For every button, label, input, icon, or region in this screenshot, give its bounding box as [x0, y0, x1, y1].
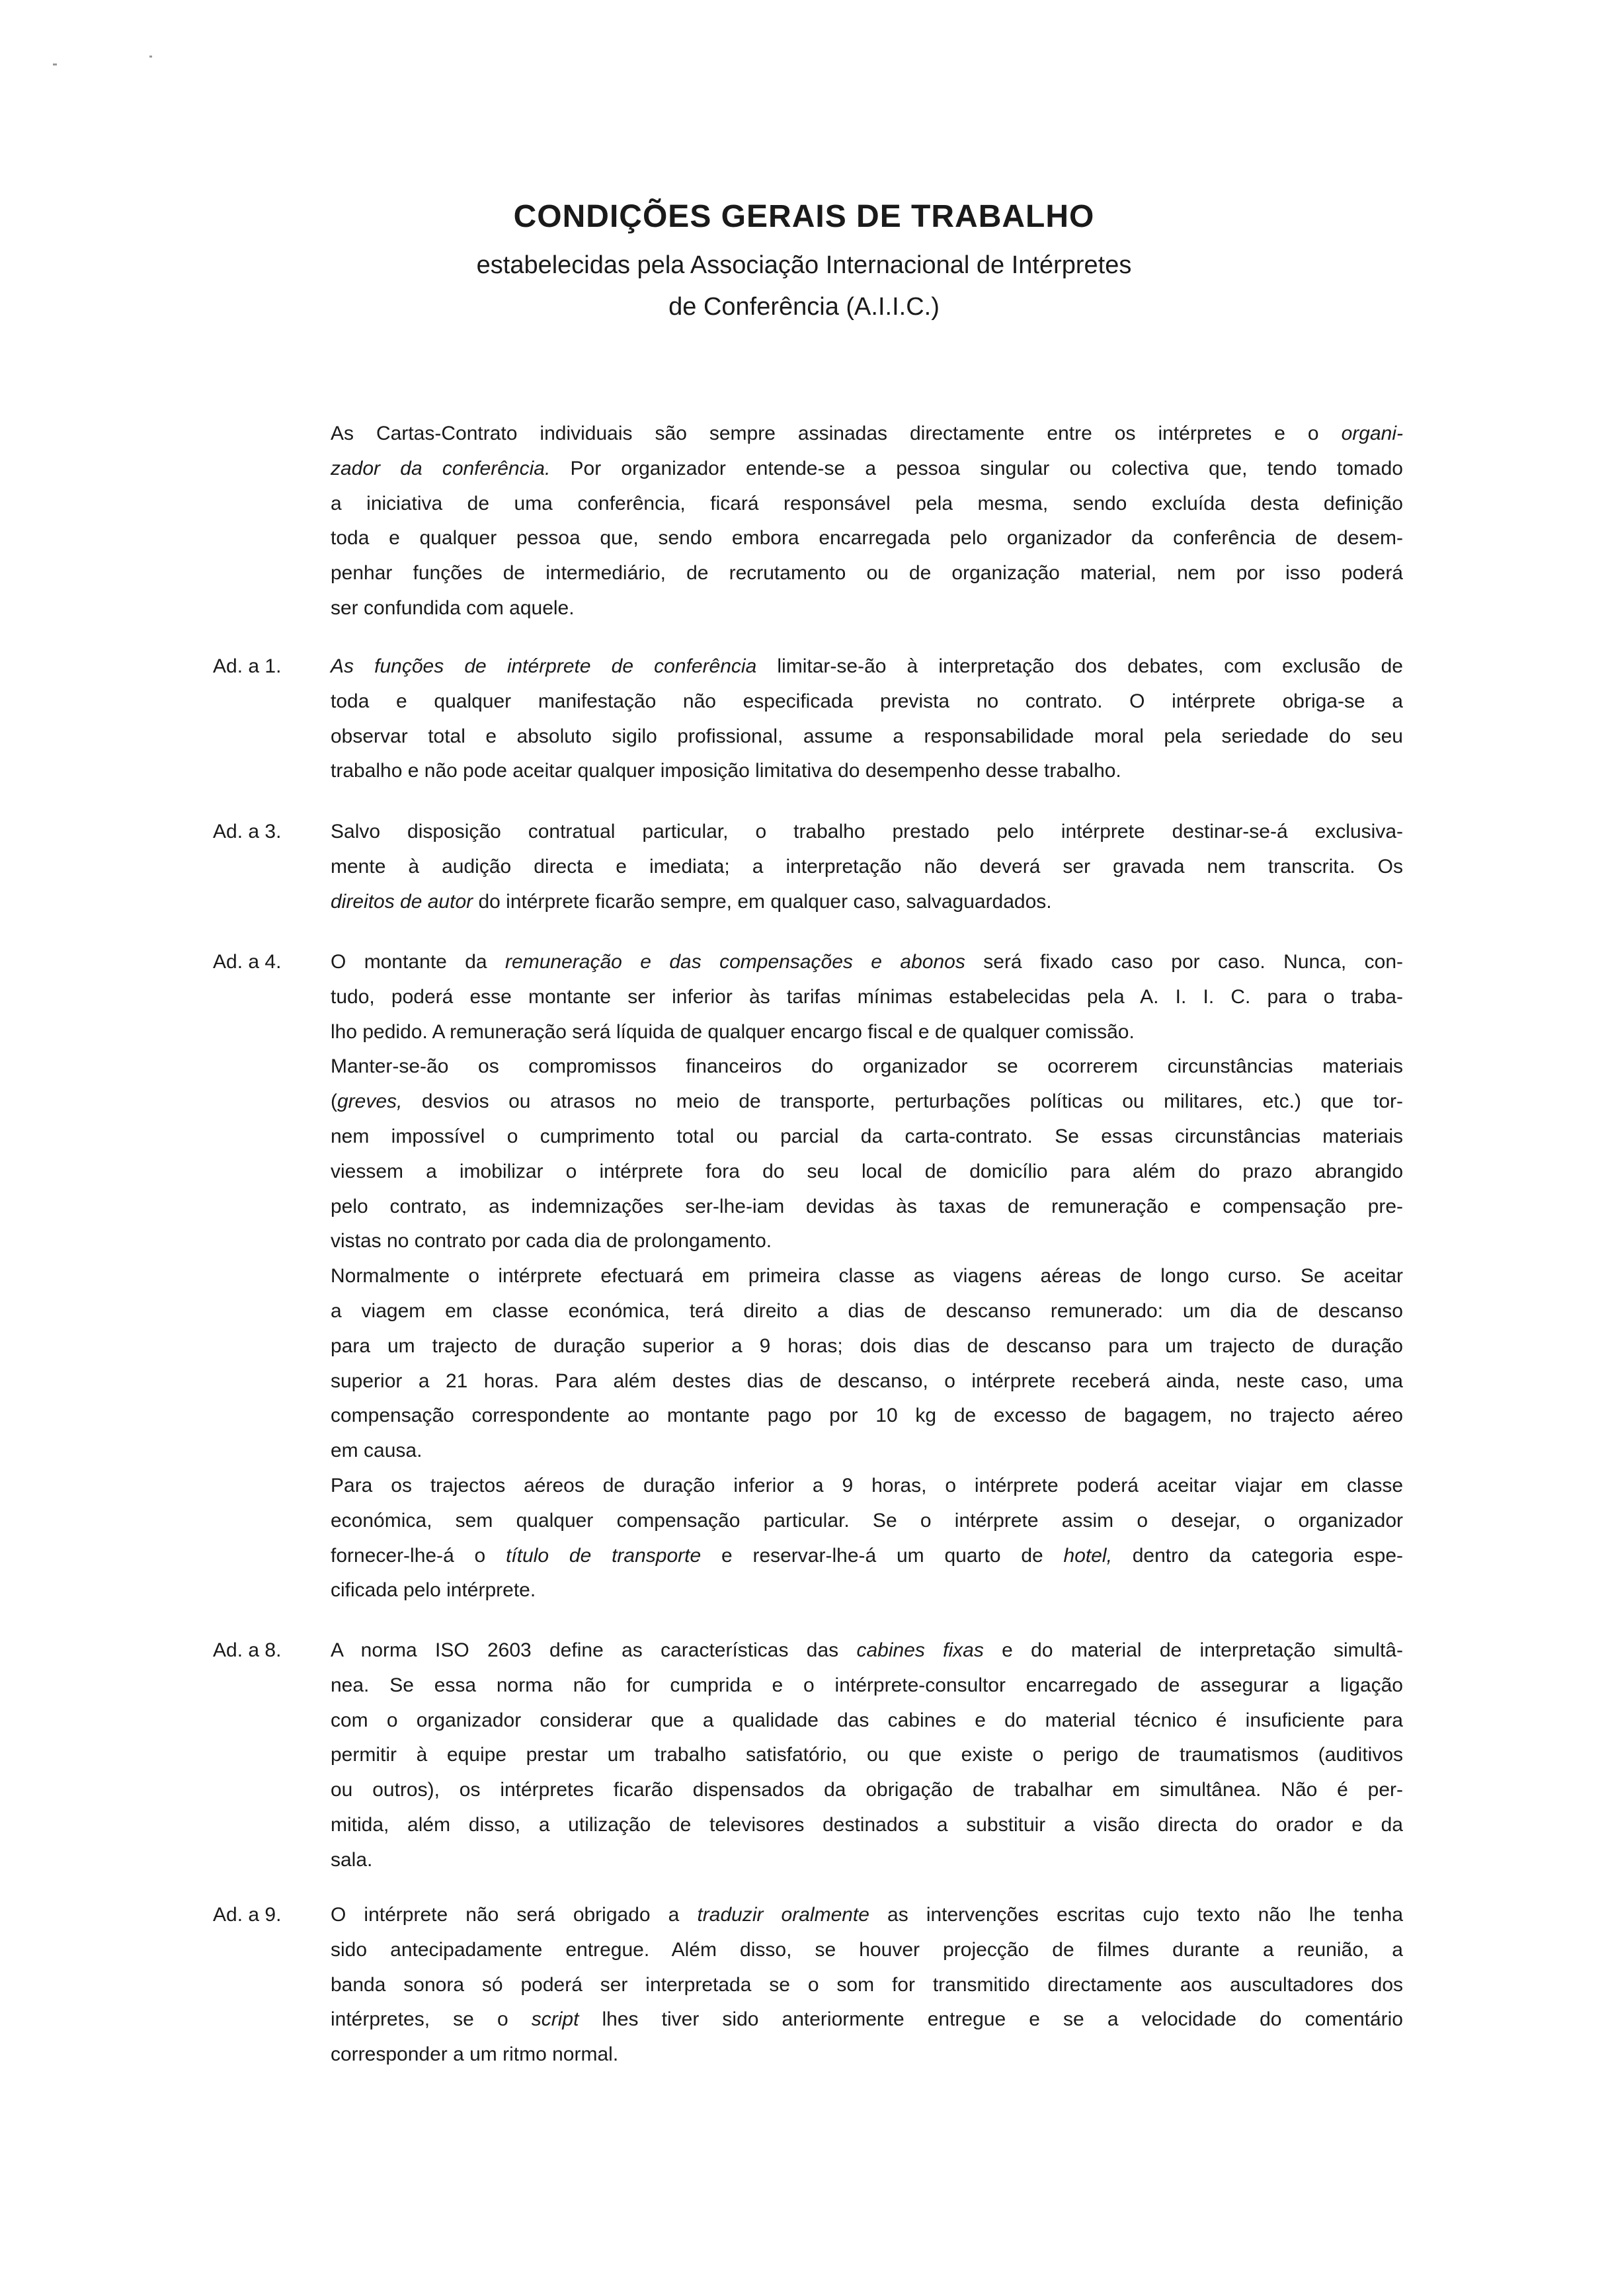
italic-term: título de transporte [506, 1544, 702, 1567]
text-line [331, 945, 1403, 980]
text-line [331, 1364, 1403, 1399]
text-run: pelo contrato, as indemnizações ser-lhe-iam devidas às taxas de remuneração e compensação pre- [331, 1195, 1403, 1217]
text-run: nem impossível o cumprimento total ou parcial da carta-contrato. Se essas circunstâncias materiais [331, 1125, 1403, 1147]
text-run: a viagem em classe económica, terá direito a dias de descanso remunerado: um dia de descanso [331, 1299, 1403, 1322]
text-line [331, 1703, 1403, 1739]
text-line [331, 556, 1403, 591]
text-run: observar total e absoluto sigilo profissional, assume a responsabilidade moral pela seriedade do seu [331, 725, 1403, 747]
text-line [331, 1668, 1403, 1703]
text-run: para um trajecto de duração superior a 9 horas; dois dias de descanso para um trajecto de duração [331, 1334, 1403, 1357]
italic-term: cabines fixas [856, 1639, 984, 1661]
text-run: A norma ISO 2603 define as características das [331, 1639, 857, 1661]
italic-term: hotel, [1063, 1544, 1112, 1567]
text-run: as intervenções escritas cujo texto não lhe tenha [869, 1904, 1403, 1926]
italic-term: organi- [1341, 423, 1403, 444]
clause-label: Ad. a 3. [213, 821, 282, 842]
text-line [331, 1155, 1403, 1190]
text-run: a iniciativa de uma conferência, ficará responsável pela mesma, sendo excluída desta definição [331, 492, 1403, 514]
text-run: ( [331, 1090, 337, 1113]
text-run: económica, sem qualquer compensação particular. Se o intérprete assim o desejar, o organizador [331, 1509, 1403, 1532]
italic-term: direitos de autor [331, 890, 473, 913]
text-run: ou outros), os intérpretes ficarão dispensados da obrigação de trabalhar em simultânea. Não é per- [331, 1779, 1403, 1801]
intro-paragraph [331, 417, 1403, 626]
text-line [331, 452, 1403, 487]
text-line [331, 1504, 1403, 1539]
text-run: banda sonora só poderá ser interpretada se o som for transmitido directamente aos auscultadores dos [331, 1973, 1403, 1996]
text-line [331, 1808, 1403, 1843]
text-run: toda e qualquer manifestação não especificada prevista no contrato. O intérprete obriga-se a [331, 690, 1403, 712]
text-run: toda e qualquer pessoa que, sendo embora encarregada pelo organizador da conferência de desem- [331, 527, 1403, 550]
italic-term: traduzir oralmente [697, 1904, 869, 1926]
text-line [331, 1120, 1403, 1155]
text-run: viessem a imobilizar o intérprete fora do seu local de domicílio para além do prazo abrangido [331, 1160, 1403, 1182]
text-run: nea. Se essa norma não for cumprida e o intérprete-consultor encarregado de assegurar a ligação [331, 1674, 1403, 1696]
italic-term: zador da conferência. [331, 457, 551, 479]
text-run: e reservar-lhe-á um quarto de [701, 1544, 1064, 1567]
text-line [331, 1633, 1403, 1668]
text-run: ser confundida com aquele. [331, 596, 575, 619]
text-line [331, 815, 1403, 850]
clause-4 [213, 945, 1404, 1608]
text-line [331, 1968, 1403, 2003]
text-run: As Cartas-Contrato individuais são sempre assinadas directamente entre os intérpretes e o [331, 423, 1342, 444]
text-run: Para os trajectos aéreos de duração inferior a 9 horas, o intérprete poderá aceitar viajar em classe [331, 1474, 1403, 1496]
text-run: vistas no contrato por cada dia de prolongamento. [331, 1230, 772, 1252]
text-run: fornecer-lhe-á o [331, 1544, 506, 1567]
italic-term: As funções de intérprete de conferência [331, 655, 757, 677]
text-run: mitida, além disso, a utilização de televisores destinados a substituir a visão directa do orador e da [331, 1813, 1403, 1836]
text-run: O intérprete não será obrigado a [331, 1904, 698, 1926]
text-line [331, 1190, 1403, 1225]
text-run: penhar funções de intermediário, de recrutamento ou de organização material, nem por isso poderá [331, 562, 1403, 585]
document-subtitle: estabelecidas pela Associação Internacional de Intérpretes [476, 251, 1132, 279]
text-line [331, 487, 1403, 522]
text-run: será fixado caso por caso. Nunca, con- [965, 951, 1404, 973]
text-line [331, 417, 1403, 452]
text-line [331, 1573, 1403, 1608]
document-subtitle-continued: de Conferência (A.I.I.C.) [668, 293, 940, 321]
text-line [331, 1224, 1403, 1259]
text-line [331, 1469, 1403, 1504]
document-title: CONDIÇÕES GERAIS DE TRABALHO [513, 199, 1095, 234]
text-run: do intérprete ficarão sempre, em qualquer caso, salvaguardados. [473, 890, 1052, 913]
text-run: lhes tiver sido anteriormente entregue e se a velocidade do comentário [579, 2008, 1403, 2031]
text-run: desvios ou atrasos no meio de transporte, perturbações políticas ou militares, etc.) que tor- [402, 1090, 1403, 1113]
text-run: cificada pelo intérprete. [331, 1579, 536, 1602]
text-run: em causa. [331, 1440, 422, 1462]
text-line [331, 1294, 1403, 1329]
text-line [331, 1773, 1403, 1808]
text-run: lho pedido. A remuneração será líquida de qualquer encargo fiscal e de qualquer comissão. [331, 1020, 1135, 1043]
text-run: O montante da [331, 951, 506, 973]
text-line [331, 649, 1403, 684]
text-line [331, 2002, 1403, 2037]
text-line [331, 2037, 1403, 2072]
text-run: mente à audição directa e imediata; a interpretação não deverá ser gravada nem transcrita. Os [331, 855, 1403, 878]
clause-label: Ad. a 8. [213, 1639, 282, 1661]
clause-8 [213, 1633, 1403, 1878]
text-line [331, 1049, 1403, 1085]
text-run: limitar-se-ão à interpretação dos debates, com exclusão de [756, 655, 1403, 677]
text-run: superior a 21 horas. Para além destes dias de descanso, o intérprete receberá ainda, neste caso, uma [331, 1370, 1403, 1392]
text-line [331, 591, 1403, 626]
text-line [331, 684, 1403, 719]
text-line [331, 1738, 1403, 1773]
text-run: sido antecipadamente entregue. Além disso, se houver projecção de filmes durante a reunião, a [331, 1938, 1403, 1961]
text-line [331, 1933, 1403, 1968]
text-line [331, 1434, 1403, 1469]
text-run: Normalmente o intérprete efectuará em primeira classe as viagens aéreas de longo curso. Se aceitar [331, 1265, 1403, 1288]
text-line [331, 1329, 1403, 1364]
text-line [331, 885, 1403, 920]
text-line [331, 521, 1403, 556]
clause-3 [213, 815, 1403, 919]
clause-label: Ad. a 4. [213, 951, 282, 973]
text-run: e do material de interpretação simultâ- [983, 1639, 1403, 1661]
clause-1 [213, 649, 1403, 789]
text-line [331, 1399, 1403, 1434]
text-line [331, 850, 1403, 885]
scan-speck [53, 63, 57, 65]
text-run: Salvo disposição contratual particular, o trabalho prestado pelo intérprete destinar-se-á exclusiva- [331, 821, 1403, 842]
text-run: permitir à equipe prestar um trabalho satisfatório, ou que existe o perigo de traumatismos (auditivos [331, 1744, 1403, 1766]
text-run: compensação correspondente ao montante pago por 10 kg de excesso de bagagem, no trajecto aéreo [331, 1405, 1403, 1427]
text-line [331, 1015, 1403, 1050]
text-run: sala. [331, 1848, 373, 1871]
text-line [331, 1085, 1403, 1120]
text-run: corresponder a um ritmo normal. [331, 2043, 619, 2066]
text-line [331, 719, 1403, 755]
clause-9 [213, 1898, 1403, 2072]
text-line [331, 1539, 1403, 1574]
text-line [331, 1259, 1403, 1294]
clause-label: Ad. a 9. [213, 1904, 282, 1926]
text-run: dentro da categoria espe- [1111, 1544, 1404, 1567]
clause-label: Ad. a 1. [213, 655, 282, 677]
italic-term: greves, [337, 1090, 403, 1113]
text-run: intérpretes, se o [331, 2008, 532, 2031]
text-line [331, 754, 1403, 789]
text-line [331, 980, 1403, 1015]
text-run: trabalho e não pode aceitar qualquer imposição limitativa do desempenho desse trabalho. [331, 760, 1121, 782]
text-run: tudo, poderá esse montante ser inferior às tarifas mínimas estabelecidas pela A. I. I. C. para o traba- [331, 985, 1403, 1008]
italic-term: script [531, 2008, 579, 2031]
text-run: com o organizador considerar que a qualidade das cabines e do material técnico é insuficiente para [331, 1709, 1403, 1731]
italic-term: remuneração e das compensações e abonos [505, 951, 965, 973]
scan-speck [149, 56, 152, 58]
text-line [331, 1843, 1403, 1878]
text-run: Por organizador entende-se a pessoa singular ou colectiva que, tendo tomado [550, 457, 1403, 479]
text-line [331, 1898, 1403, 1933]
text-run: Manter-se-ão os compromissos financeiros do organizador se ocorrerem circunstâncias materiais [331, 1055, 1403, 1078]
